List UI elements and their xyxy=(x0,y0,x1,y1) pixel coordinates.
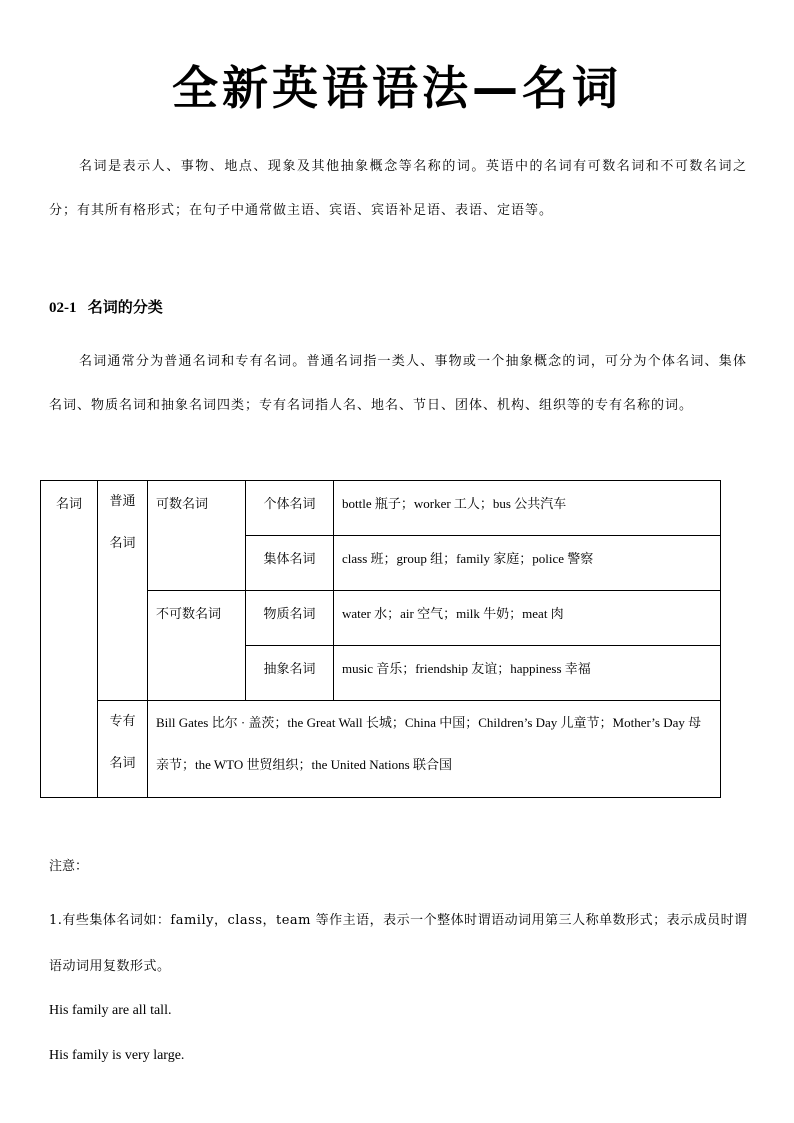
cell-abstract-examples: music 音乐；friendship 友谊；happiness 幸福 xyxy=(334,646,721,701)
section-title: 名词的分类 xyxy=(87,298,163,316)
table-row xyxy=(41,701,721,798)
intro-paragraph: 名词是表示人、事物、地点、现象及其他抽象概念等名称的词。英语中的名词有可数名词和不可数名词之分；有其所有格形式；在句子中通常做主语、宾语、宾语补足语、表语、定语等。 xyxy=(49,159,747,218)
section-number: 02-1 xyxy=(49,300,77,316)
cell-individual-noun: 个体名词 xyxy=(246,481,334,536)
cell-proper-examples: Bill Gates 比尔 · 盖茨；the Great Wall 长城；China 中国；Children’s Day 儿童节；Mother’s Day 母亲节；the WTO 世贸组织；the United Nations 联合国 xyxy=(148,701,721,798)
cell-collective-noun: 集体名词 xyxy=(246,536,334,591)
cell-common-noun: 普通名词 xyxy=(98,481,148,701)
cell-countable-noun: 可数名词 xyxy=(148,481,246,591)
section-heading xyxy=(49,295,163,320)
noun-classification-table xyxy=(40,480,721,798)
example-sentence-2: His family is very large. xyxy=(49,1048,185,1063)
example-sentence-1: His family are all tall. xyxy=(49,1003,172,1018)
cell-uncountable-noun: 不可数名词 xyxy=(148,591,246,701)
cell-material-noun: 物质名词 xyxy=(246,591,334,646)
cell-individual-examples: bottle 瓶子；worker 工人；bus 公共汽车 xyxy=(334,481,721,536)
cell-proper-noun: 专有名词 xyxy=(98,701,148,798)
note-rule-1: 1.有些集体名词如：family，class，team 等作主语，表示一个整体时谓语动词用第三人称单数形式；表示成员时谓语动词用复数形式。 xyxy=(49,913,748,974)
cell-noun: 名词 xyxy=(41,481,98,798)
cell-material-examples: water 水；air 空气；milk 牛奶；meat 肉 xyxy=(334,591,721,646)
cell-abstract-noun: 抽象名词 xyxy=(246,646,334,701)
classification-paragraph: 名词通常分为普通名词和专有名词。普通名词指一类人、事物或一个抽象概念的词，可分为个体名词、集体名词、物质名词和抽象名词四类；专有名词指人名、地名、节日、团体、机构、组织等的专有名称的词。 xyxy=(49,354,747,413)
page-title: 全新英语语法—名词 xyxy=(172,61,622,115)
table-row xyxy=(41,481,721,536)
note-label: 注意： xyxy=(49,859,89,874)
cell-collective-examples: class 班；group 组；family 家庭；police 警察 xyxy=(334,536,721,591)
